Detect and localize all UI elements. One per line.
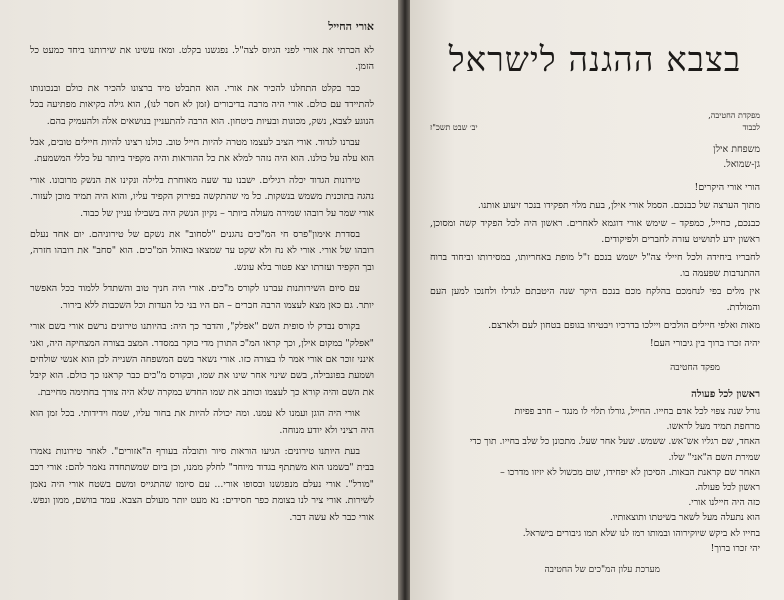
poem-line: בחייו לא ביקש שיוקירוהו ובמותו רמז לנו שלא תמו גיבורים בישראל. <box>522 527 760 539</box>
to-label: לכבוד <box>742 123 760 132</box>
poem-line: שמירת השם ה"אני" שלו. <box>668 451 760 463</box>
address-block <box>430 142 760 172</box>
paragraph: לא הכרתי את אורי לפני הגיוס לצה"ל. נפגשנו בקלט. ומאז עשינו את שירותנו ביחד כמעט כל הזמן. <box>30 45 374 73</box>
running-head: אורי החייל <box>328 20 374 33</box>
poem-title: ראשון לכל פעולה <box>691 389 760 400</box>
poem-line: הוא נתעלה מעל לשאר בשיטתו ותוצאותיו. <box>609 512 760 524</box>
letter-body <box>430 180 760 352</box>
right-page <box>410 0 784 600</box>
poem-line: ראשון לכל פעולה. <box>694 482 760 494</box>
poem-line: מרחפת תמיד מעל לראשו. <box>666 421 760 433</box>
letter-line: לחבריו ביחידה ולכל חיילי צה"ל ישמש בנכם ז"ל מופת באחריותו, במסירותו וביחוד ברוח ההתנדבות שפעמה בו. <box>430 252 760 279</box>
letter-line: הורי אורי היקרים! <box>694 182 760 193</box>
paragraph: בעת היותנו טירונים: הגיעו הוראות סיור ותובלה בעורף ה"אזורים". לאחר טירונות נאמרו בבית "בשמנו הוא משתתף בגדוד מיוחד" לחלק ממנו, וכן ביום שמשתחדה נאמר להם: אורי רכב "מורל". אורי נעלם מנפגשנו ובסופו אורי... עם סיומו שהתגייס ומשם בשטח אורי היה נאמן לשירות. אורי ציר לנו בצומת כפר חסידים: נא מעט יותר מעולם הצבא. עמד בוושם, ממון ונפש. אורי כבר לא עשה דבר. <box>30 445 374 523</box>
letter-date: יב׳ שבט תשכ"ז <box>430 123 478 132</box>
letter-signer: מפקד החטיבה <box>670 363 720 373</box>
poem-line: יהי זכרו ברוך! <box>710 542 760 554</box>
unit-line: מפקדת החטיבה, <box>708 111 760 120</box>
paragraph: טירונות הגדוד יכלה רגילים. ישבנו עד שעה מאוחרת בלילה ונקינו את הנשק מרובונו. אורי נהגה בתוכנית משמש בנשקות. כל מי שהתקשה בפירוק הקפיד עליו, והוא היה תמיד מוכן לעזור. אורי שמר על רובהו שמירה מעולה ביותר – נקיון הנשק היה בשבילו עניין של כבוד. <box>30 174 374 219</box>
poem-line: גורל שנה צפוי לכל אדם בחייו. החייל, גורלו תלוי לו מנגד – חרב פפיות <box>514 406 760 417</box>
to-date-line <box>430 122 760 134</box>
poem-line: האחר שם קראנת הבאות. הסיכון לא יפחידו, שום מכשול לא יזיזו מדרכו – <box>500 466 760 478</box>
paragraph: עם סיום השירותנות עברנו לקורס מ"כים. אורי היה חניך טוב והשתדל ללמוד ככל האפשר יותר. גם כאן מצא לעצמו הרבה חברים – הם היו בני כל העדות וכל השכבות ללא בירור. <box>30 283 374 311</box>
letter-line: יהיה זכרו ברוך בין גיבורי העם! <box>649 338 760 349</box>
paragraph: אורי היה הוגן ועמנו לא עמנו. ומה יכולה להיות את בחור עליו, שמח וידידותי. בכל זמן הוא היה רציני ולא יודע מנוחה. <box>30 408 374 436</box>
address-line: משפחת אילן <box>713 144 760 155</box>
letter-line: מאות ואלפי חיילים הולכים ויילכו בדרכיו ויבטיחו בגופם בטחון לעם ולארצם. <box>488 320 760 331</box>
poem-line: האחד, שם רגליו אש־אש. ששמש. שעל אחר שעל. מתכונן כל שלב בחייו. תוך כדי <box>469 436 760 448</box>
address-line: גן-שמואל. <box>723 159 760 170</box>
poem <box>430 404 760 556</box>
paragraph: כבר בקלט התחלנו להכיר את אורי. הוא התבלט מיד ברצונו להכיר את כולם ובנכונותו להתיידד עם כולם. אורי היה מרבה בדיבורים (זמן לא חסר לנו), הוא גילה בקיאות מפתיעה בכל הנוגע לצבא, נשק, מכונות ובעיות ביטחון. הוא הרבה להתעניין בנושאים אלה ולהעמיק בהם. <box>30 82 374 127</box>
letter-line: כבנכם, כחייל, כמפקד – שימש אורי דוגמא לאחרים. ראשון היה לכל הפקיד קשה ומסוכן, ראשון ידע לתושיט עזרה לחברים ולפיקודים. <box>430 218 760 245</box>
paragraph: בקורס נבדק לו סופית השם "אפלק", והדבר כך היה: בהיותנו טירונים נרשם אורי בשם אורי "אפלק" במקום אילן, וכך קראו המ"כ התורן מדי בוקר במסדר. המצב בצורה המצחיקה היה, ואני אינני זוכר אם אורי אמר לו בצורה כזו. אורי נשאר בשם המשפחה השנייה לכן הוא אנשי שולחים ושמעת בפונבילה, בשם שינוי אחר שינו את שמו, ובקורס מ"כים כבר קראנו כך כולם. הוא קיבל את השם והיה קורא כך לעצמו וכותב את שמו החדש במקרה שלא היה צורך בחתימה מחייבת. <box>30 321 374 398</box>
letter-meta <box>430 110 760 134</box>
letterhead-title: בצבא ההגנה לישראל <box>448 40 742 80</box>
poem-line: כזה היה חיילנו אורי. <box>688 497 760 509</box>
letter-line: אין מלים בפי לנחמכם בהלקח מכם בנכם היקר שנה היטבתם לגדלו ולחנכו למען העם והמולדת. <box>430 286 760 313</box>
paragraph: בסדרת אימון"פרס חי המ"כים נהגנים "לסחוב" את נשקם של טירוניהם. יום אחד נעלם רובהו של אורי. אורי לא נח ולא שקט עד שמצאו באוהל המ"כים. הוא "סחב" את רובהו חזרה, ובך הקפיד ועזרתו יצא פטור בלא עונש. <box>30 229 374 273</box>
poem-signer: מערכת עלון המ"כים של החטיבה <box>544 565 660 576</box>
paragraph: עברנו לגדוד. אורי הציב לעצמו מטרה להיות חייל טוב. כולנו רצינו להיות חיילים טובים, אבל הוא עלה על כולנו. הוא היה נזהר למלא את כל ההוראות והיה מקפיד ביותר על כללי המשמעת. <box>30 137 374 165</box>
letter-line: מתוך הערצה של כבנכם. הסמל אורי אילן, בעת מלוי תפקידו בנכר זיעוע אותנו. <box>477 200 760 211</box>
